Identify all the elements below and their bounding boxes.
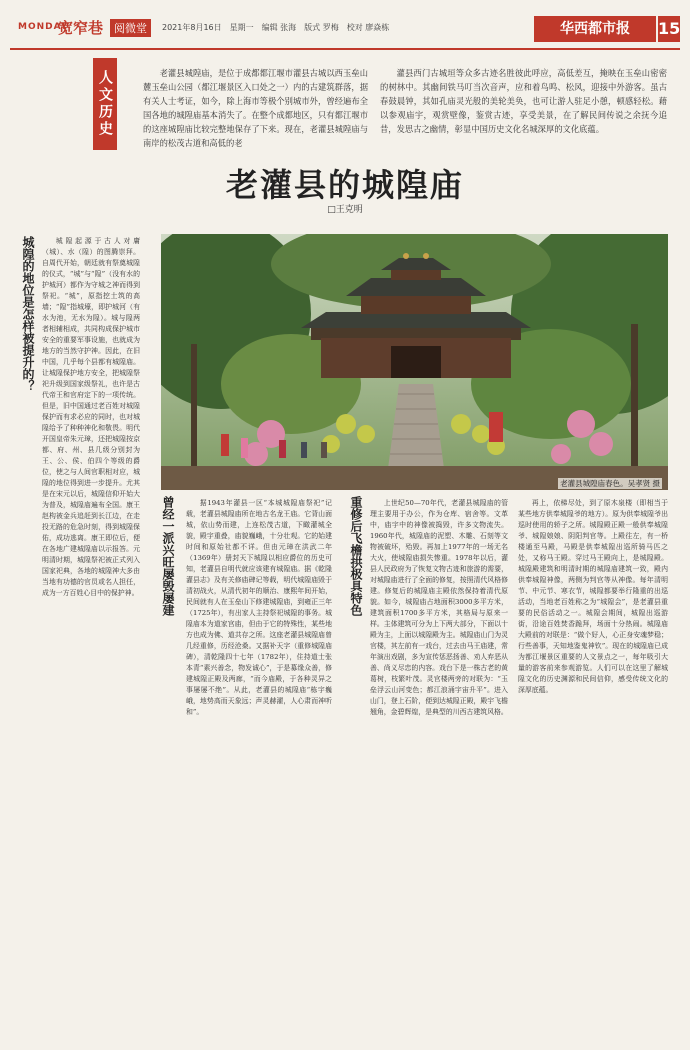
subhead-restoration: 重修后飞檐拱极具特色: [349, 496, 363, 616]
column-subname: 阅微堂: [110, 19, 151, 37]
intro-text-left: 老灌县城隍庙，是位于成都都江堰市灌县古城以西玉垒山麓玉垒山公园（都江堰景区入口处之一）内的古建筑群落，据有关人士考证，如今，除上海市等极个别城市外，曾经遍布全国各地的城隍庙基本消失了。在整个成都地区，只有都江堰市的这座城隍庙比较完整地保存了下来。现在，老灌县城隍庙与南岸的松茂古道和高低的老: [143, 68, 368, 148]
photo-caption: 老灌县城隍庙春色。吴孝贤 摄: [560, 479, 660, 488]
page-number: 15: [658, 16, 680, 42]
temple-photo: [161, 234, 668, 490]
issue-meta: 2021年8月16日 星期一 编辑 张海 版式 罗梅 校对 廖焱栋: [162, 23, 390, 32]
article-column-1: 城隍起源于古人对庸（城）、水（隍）的图腾崇拜。自周代开始，朝廷就有祭奠城隍的仪式，“城”与“隍”（没有水的护城河）都作为守城之神而得到祭祀。“城”，原指挖土筑的高墙；“隍”指城壕，即护城河（有水为池，无水为隍）。城与隍两者相辅相成，共同构成保护城市安全的重要军事设施，也就成为地方的当然守护神。因此，在旧中国，几乎每个县都有城隍庙。让城隍保护地方安全，把城隍祭祀升级到国家级祭礼，也许是古代帝王和官府定下的一项传统。但是，旧中国通过老百姓对城隍保护而有求必应的同时，也对城隍给予了种种神化和敬畏。明代开国皇帝朱元璋，还把城隍按京都、府、州、县几级分别封为王、公、侯、伯四个等级的爵位，使之与人间官职相对应，城隍的地位得到进一步提升。尤其是在宋元以后，城隍信仰开始大为普及，城隍庙遍布全国。康王赵构被金兵追赶到长江边，在走投无路的危急时刻，得到城隍保佑，成功逃离。康王即位后，便在各地广建城隍庙以示报答。元明清时期，城隍祭祀被正式列入国家祀典，各地的城隍神大多由当地有功德的官员或名人担任，成为一方百姓心目中的保护神。: [42, 237, 140, 597]
article-column-4: 再上，依梯尽处，到了原木泉楼（即相当于某些地方供奉城隍爷的地方）。原为供奉城隍爷出巡时使用的轿子之所。城隍殿正殿一般供奉城隍爷、城隍娘娘、阴阳判官等。上殿往左，有一桥楼通至马殿，马殿是供奉城隍出巡所骑马匹之处，又称马王殿。穿过马王殿向上，是城隍殿。城隍殿建筑和明清时期的城隍庙建筑一致，殿内供奉城隍神像，两侧为判官等从神像。每年清明节、中元节、寒衣节，城隍都要举行隆重的出巡活动，当地老百姓称之为“城隍会”，是老灌县重要的民俗活动之一。城隍会期间，城隍出巡游街，沿途百姓焚香跪拜，场面十分热闹。城隍庙大殿前的对联是：“做个好人，心正身安魂梦稳；行些善事，天知地鉴鬼神钦”。现在的城隍庙已成为都江堰景区重要的人文景点之一，每年吸引大量的游客前来参观游览。人们可以在这里了解城隍文化的历史渊源和民间信仰，感受传统文化的深厚底蕴。: [518, 499, 668, 694]
article-column-2: 据1943年灌县一区“本城城隍庙祭祀”记载，老灌县城隍庙所在地古名龙王庙。它背山面城，依山势而建，上连松茂古道，下瞰灌城全貌，殿宇重叠，庙貌巍峨，十分壮观。它的始建时间和原始社都不详。但由元璋在洪武二年（1369年）册封天下城隍以相应爵位的历史可知，老灌县自明代就应该建有城隍庙。据《乾隆灌县志》及有关修庙碑记等载，明代城隍庙毁于清初战火，从清代初年的顺治、康熙年间开始，民间就有人在玉垒山下修建城隍庙，到雍正三年（1725年），有出家人主持祭祀城隍的事务。城隍庙本为道家宫庙，但由于它的特殊性，某些地方也成为佛、道共存之所。这座老灌县城隍庙曾几经重修，历经沧桑。又据补天字（重修城隍庙碑），清乾隆四十七年（1782年），住持道士张本青“素兴善念，物发诚心”，于是募缘众善，修建城隍正殿及两廊，“而今庙殿，于各种灵异之事屡屡不绝”。从此，老灌县的城隍庙“栋宇巍峨，地势高而天象远；声灵赫濯，人心肃而神听和”。: [186, 499, 332, 716]
article-column-3: 上世纪50—70年代，老灌县城隍庙的管理主要用于办公，作为仓库、宿舍等。文革中，庙宇中的神像被捣毁，许多文物流失。1960年代，城隍庙的泥塑、木雕、石刻等文物被破坏，殆毁。再加上1977年的一场无名大火，使城隍庙损失惨重。1978年以后，灌县人民政府为了恢复文物古迹和旅游的需要，对城隍庙进行了全面的修复，按照清代风格修建。修复后的城隍庙主殿依然保持着清代原貌。如今，城隍庙占地面积3000多平方米，建筑面积1700多平方米，其格局与原来一样。主体建筑可分为上下两大部分，下面以十殿为主，上面以城隍殿为主。城隍庙山门为灵官楼，其左前有一戏台，过去由马王庙建，常年演出戏剧，多为宣传惩恶扬善、劝人弃恶从善、尚义尽忠的内容。戏台下是一株古老的黄葛树，枝繁叶茂。灵官楼两旁的对联为：“玉垒浮云山河变色；都江浪涌宇宙升平”。进入山门，登上石阶，便到达城隍正殿，殿宇飞檐翘角，金碧辉煌，是典型的川西古建筑风格。: [370, 499, 508, 716]
mon-label: MONDAY: [18, 22, 69, 32]
intro-text-right: 灌县西门古城垣等众多古迹名胜彼此呼应，高低差互，掩映在玉垒山密密的树林中。其幽间铁马叮当次音声，应和着鸟鸣、松风，迎接中外游客。虽古春鼓晨钟，其如孔庙灵光般的美轮美奂，也可让游人驻足小憩，顿感轻松。藉以参观庙宇，观赏壁像，鉴赏古迹，享受美景，在了解民间传说之余抚今追昔，发思古之幽情，彰显中国历史文化名城深厚的文化底蕴。: [380, 68, 667, 134]
subhead-origin: 城隍的地位是怎样被提升的？: [21, 236, 35, 392]
newspaper-logo: 华西都市报: [534, 16, 656, 42]
column-name: 宽窄巷: [58, 19, 104, 37]
subhead-history: 曾经一派兴旺屡毁屡建: [161, 496, 175, 616]
byline: □王克明: [327, 205, 363, 215]
article-title: 老灌县的城隍庙: [225, 166, 464, 204]
header-divider: [10, 48, 680, 50]
page-header: [0, 0, 690, 50]
section-label: 人文历史: [93, 58, 117, 150]
